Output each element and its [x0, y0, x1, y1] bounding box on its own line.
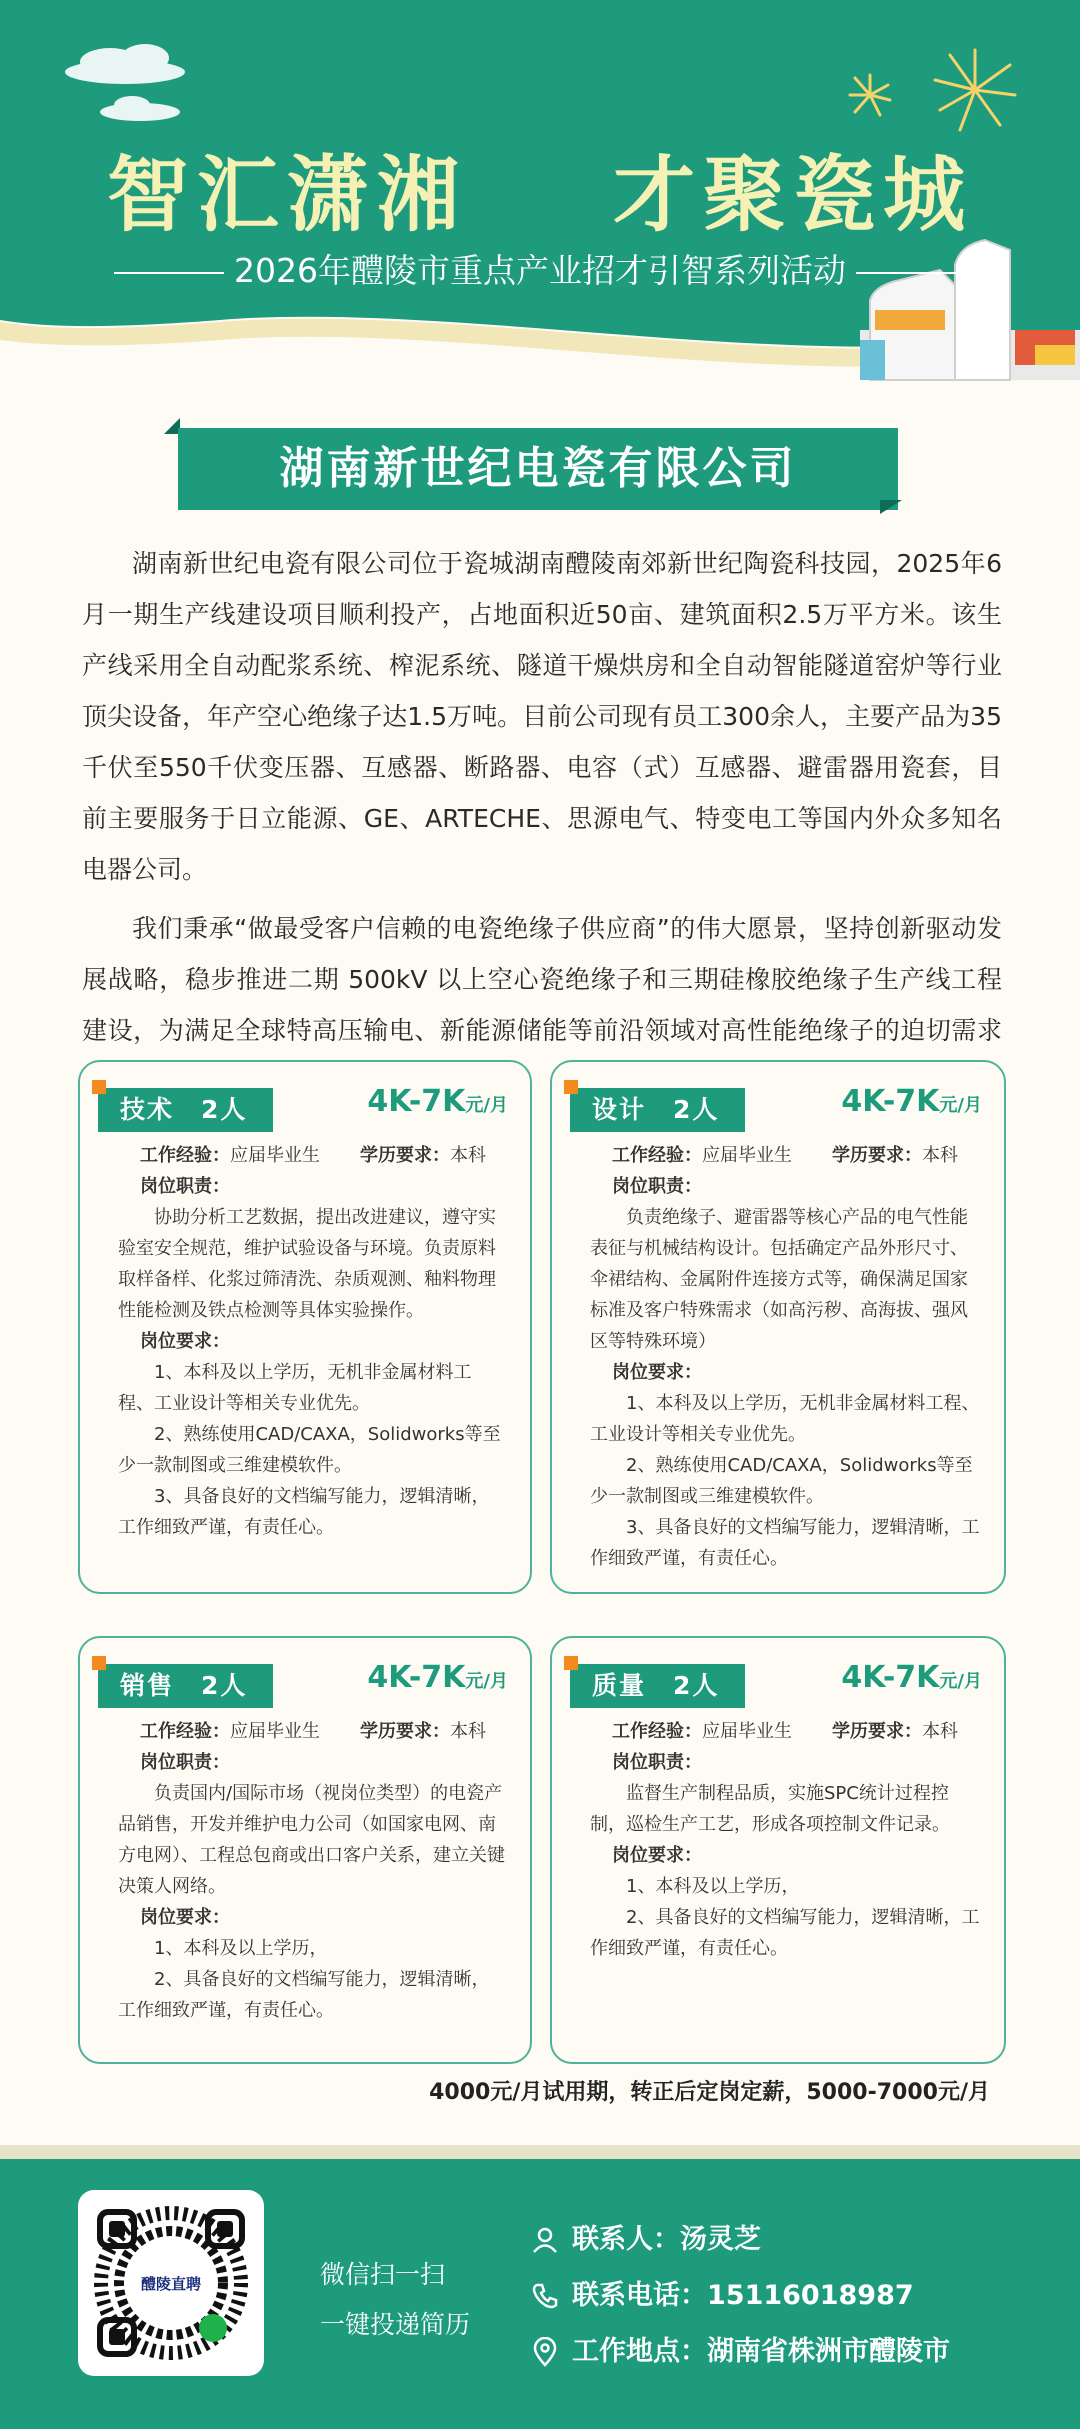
location-pin-icon: [530, 2337, 560, 2367]
job-details: [118, 1140, 506, 1543]
contact-phone-row[interactable]: 联系电话：15116018987: [530, 2268, 950, 2324]
job-salary: 4K-7K元/月: [841, 1084, 982, 1119]
person-icon: [530, 2225, 560, 2255]
divider: [856, 272, 966, 274]
req-heading: 岗位要求：: [612, 1362, 702, 1383]
req-item: 2、熟练使用CAD/CAXA，Solidworks等至少一款制图或三维建模软件。: [118, 1424, 501, 1476]
subtitle-text: 2026年醴陵市重点产业招才引智系列活动: [234, 251, 846, 290]
job-details: [590, 1716, 980, 1964]
intro-paragraph: 我们秉承“做最受客户信赖的电瓷绝缘子供应商”的伟大愿景，坚持创新驱动发展战略，稳步推进二期 500kV 以上空心瓷绝缘子和三期硅橡胶绝缘子生产线工程建设，为满足全球特高压输电、新能源储能等前沿领域对高性能绝缘子的迫切需求: [82, 914, 1002, 1045]
req-item: 2、熟练使用CAD/CAXA，Solidworks等至少一款制图或三维建模软件。: [590, 1455, 973, 1507]
tag-corner-square: [564, 1080, 578, 1094]
salary-note: 4000元/月试用期，转正后定岗定薪，5000-7000元/月: [429, 2080, 990, 2105]
job-title-tag: 技术 2人: [98, 1088, 273, 1132]
divider: [114, 272, 224, 274]
duty-heading: 岗位职责：: [140, 1176, 230, 1197]
req-heading: 岗位要求：: [140, 1907, 230, 1928]
job-card-sales: [78, 1636, 532, 2064]
job-details: [118, 1716, 506, 2026]
contact-person-row: 联系人：汤灵芝: [530, 2212, 950, 2268]
duty-heading: 岗位职责：: [140, 1752, 230, 1773]
footer-divider: [0, 2145, 1080, 2159]
job-meta: 工作经验：应届毕业生 学历要求：本科: [140, 1145, 486, 1166]
job-details: [590, 1140, 980, 1574]
banner-corner: [880, 500, 902, 514]
job-title-tag: 设计 2人: [570, 1088, 745, 1132]
company-name-banner: 湖南新世纪电瓷有限公司: [178, 428, 898, 510]
req-item: 1、本科及以上学历，: [626, 1876, 800, 1897]
contact-address-row: 工作地点：湖南省株洲市醴陵市: [530, 2324, 950, 2380]
job-meta: 工作经验：应届毕业生 学历要求：本科: [612, 1145, 958, 1166]
phone-icon: [530, 2281, 560, 2311]
duty-text: 负责国内/国际市场（视岗位类型）的电瓷产品销售，开发并维护电力公司（如国家电网、南方电网）、工程总包商或出口客户关系，建立关键决策人网络。: [118, 1783, 505, 1897]
req-item: 3、具备良好的文档编写能力，逻辑清晰，工作细致严谨，有责任心。: [118, 1486, 490, 1538]
req-item: 1、本科及以上学历，无机非金属材料工程、工业设计等相关专业优先。: [590, 1393, 980, 1445]
duty-text: 监督生产制程品质，实施SPC统计过程控制，巡检生产工艺，形成各项控制文件记录。: [590, 1783, 950, 1835]
qr-code[interactable]: [78, 2190, 264, 2376]
page-title: 智汇潇湘 才聚瓷城: [106, 148, 974, 243]
company-intro: [82, 538, 1002, 1115]
tag-corner-square: [92, 1080, 106, 1094]
contact-info: [530, 2212, 950, 2380]
duty-text: 负责绝缘子、避雷器等核心产品的电气性能表征与机械结构设计。包括确定产品外形尺寸、伞裙结构、金属附件连接方式等，确保满足国家标准及客户特殊需求（如高污秽、高海拔、强风区等特殊环境）: [590, 1207, 968, 1352]
job-title-tag: 质量 2人: [570, 1664, 745, 1708]
job-meta: 工作经验：应届毕业生 学历要求：本科: [612, 1721, 958, 1742]
job-salary: 4K-7K元/月: [841, 1660, 982, 1695]
duty-heading: 岗位职责：: [612, 1752, 702, 1773]
job-salary: 4K-7K元/月: [367, 1084, 508, 1119]
intro-paragraph: 湖南新世纪电瓷有限公司位于瓷城湖南醴陵南郊新世纪陶瓷科技园，2025年6月一期生产线建设项目顺利投产，占地面积近50亩、建筑面积2.5万平方米。该生产线采用全自动配浆系统、榨泥系统、隧道干燥烘房和全自动智能隧道窑炉等行业顶尖设备，年产空心绝缘子达1.5万吨。目前公司现有员工300余人，主要产品为35千伏至550千伏变压器、互感器、断路器、电容（式）互感器、避雷器用瓷套，目前主要服务于日立能源、GE、ARTECHE、思源电气、特变电工等国内外众多知名电器公司。: [82, 549, 1002, 884]
req-heading: 岗位要求：: [612, 1845, 702, 1866]
job-title-tag: 销售 2人: [98, 1664, 273, 1708]
req-heading: 岗位要求：: [140, 1331, 230, 1352]
qr-code-icon: [78, 2190, 264, 2376]
tag-corner-square: [92, 1656, 106, 1670]
duty-text: 协助分析工艺数据，提出改进建议，遵守实验室安全规范，维护试验设备与环境。负责原料取样备样、化浆过筛清洗、杂质观测、釉料物理性能检测及铁点检测等具体实验操作。: [118, 1207, 496, 1321]
qr-caption: 微信扫一扫 一键投递简历: [320, 2260, 471, 2339]
job-meta: 工作经验：应届毕业生 学历要求：本科: [140, 1721, 486, 1742]
tag-corner-square: [564, 1656, 578, 1670]
req-item: 1、本科及以上学历，: [154, 1938, 328, 1959]
svg-text:醴陵直聘: 醴陵直聘: [140, 2275, 202, 2293]
req-item: 2、具备良好的文档编写能力，逻辑清晰，工作细致严谨，有责任心。: [118, 1969, 490, 2021]
job-card-tech: [78, 1060, 532, 1594]
duty-heading: 岗位职责：: [612, 1176, 702, 1197]
req-item: 1、本科及以上学历，无机非金属材料工程、工业设计等相关专业优先。: [118, 1362, 472, 1414]
req-item: 2、具备良好的文档编写能力，逻辑清晰，工作细致严谨，有责任心。: [590, 1907, 980, 1959]
page-subtitle: [0, 245, 1080, 292]
job-salary: 4K-7K元/月: [367, 1660, 508, 1695]
job-card-design: [550, 1060, 1006, 1594]
req-item: 3、具备良好的文档编写能力，逻辑清晰，工作细致严谨，有责任心。: [590, 1517, 980, 1569]
job-card-quality: [550, 1636, 1006, 2064]
